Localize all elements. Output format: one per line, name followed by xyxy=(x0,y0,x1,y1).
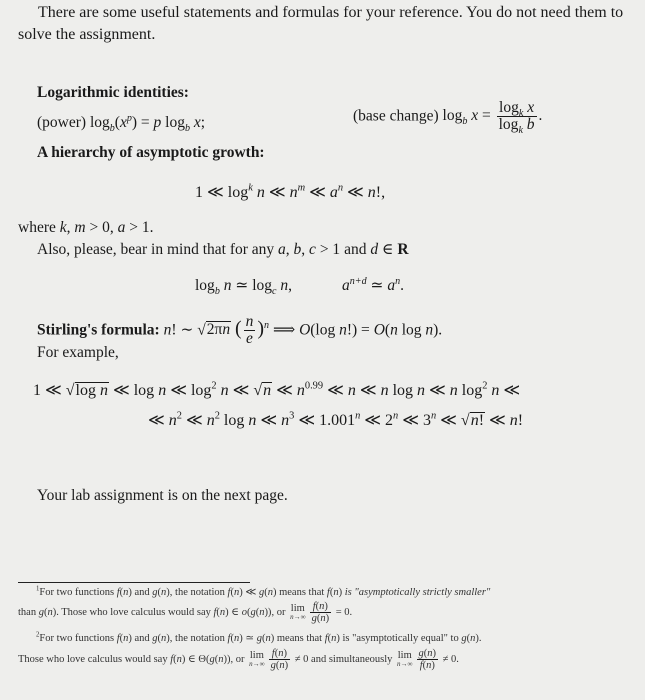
hierarchy-heading: A hierarchy of asymptotic growth: xyxy=(37,144,265,161)
growth-chain-line1: 1 ≪ √log n ≪ log n ≪ $\log^2 n$ ≪ √n ≪ $n^{0.99}$ ≪ n ≪ n log n ≪ n $\log^2 n$ ≪ xyxy=(33,380,521,399)
log-identities-heading: Logarithmic identities: xyxy=(37,84,189,101)
growth-chain-line2: ≪ $n^2$ ≪ $n^2$ log n ≪ $n^3$ ≪ 1.001$^n$ ≪ 2$^n$ ≪ 3$^n$ ≪ √n! ≪ n! xyxy=(148,410,524,429)
and-text: and xyxy=(344,241,367,258)
also-text: Also, please, bear in mind that for any xyxy=(37,241,275,258)
log-equivalence: $\log_b n$ ≃ $\log_c n$, xyxy=(195,277,292,298)
also-statement: Also, please, bear in mind that for any a, b, c > 1 and d ∈ R xyxy=(37,241,409,258)
for-example: For example, xyxy=(37,344,119,361)
where-conditions xyxy=(18,219,153,237)
stirling-formula: Stirling's formula: n! ∼ √2πn ( $\frac{n}{e}$ )$^n$ ⟹ O(log n!) = O(n log n). xyxy=(37,313,443,348)
footnote-2-line1: $^2$For two functions f(n) and g(n), the notation f(n) ≃ g(n) means that f(n) is "asymptotically equal" to g(n). xyxy=(36,631,482,644)
footnote-2-line2: Those who love calculus would say f(n) ∈ Θ(g(n)), or lim n→∞ $\frac{f(n)}{g(n)}$ ≠ 0 and simultaneously lim n→∞ $\frac{g(n)}{f(n)}$ ≠ 0. xyxy=(18,648,459,672)
hierarchy-formula: 1 ≪ $\log^k n$ ≪ $n^m$ ≪ $a^n$ ≪ n!, xyxy=(195,182,386,201)
conditions-formula: k, m > 0, a > 1. xyxy=(59,219,154,236)
where-label: where xyxy=(18,219,56,236)
base-change-rule xyxy=(353,99,543,137)
footnote-rule xyxy=(18,582,250,583)
intro-paragraph: There are some useful statements and formulas for your reference. You do not need them to solve the assignment. xyxy=(18,4,624,43)
power-rule xyxy=(37,112,206,135)
base-change-formula: $\log_b x$ = $\frac{\log_k x}{\log_k b}$ . xyxy=(442,99,543,137)
base-change-label: (base change) xyxy=(353,107,439,125)
stirling-label: Stirling's formula: xyxy=(37,321,160,339)
power-formula: $\log_b(x^p) = p$ $\log_b x$; xyxy=(89,112,206,135)
exp-equivalence: $a^{n+d}$ ≃ $a^n$. xyxy=(342,275,405,294)
footnote-1-line1: $^1$For two functions f(n) and g(n), the notation f(n) ≪ g(n) means that f(n) is "asymptotically strictly smaller" xyxy=(36,585,491,598)
footnote-1-line2: than g(n). Those who love calculus would say f(n) ∈ o(g(n)), or lim n→∞ $\frac{f(n)}{g(n)}$ = 0. xyxy=(18,601,353,625)
power-label: (power) xyxy=(37,114,87,131)
lab-assignment-note: Your lab assignment is on the next page. xyxy=(37,487,288,504)
